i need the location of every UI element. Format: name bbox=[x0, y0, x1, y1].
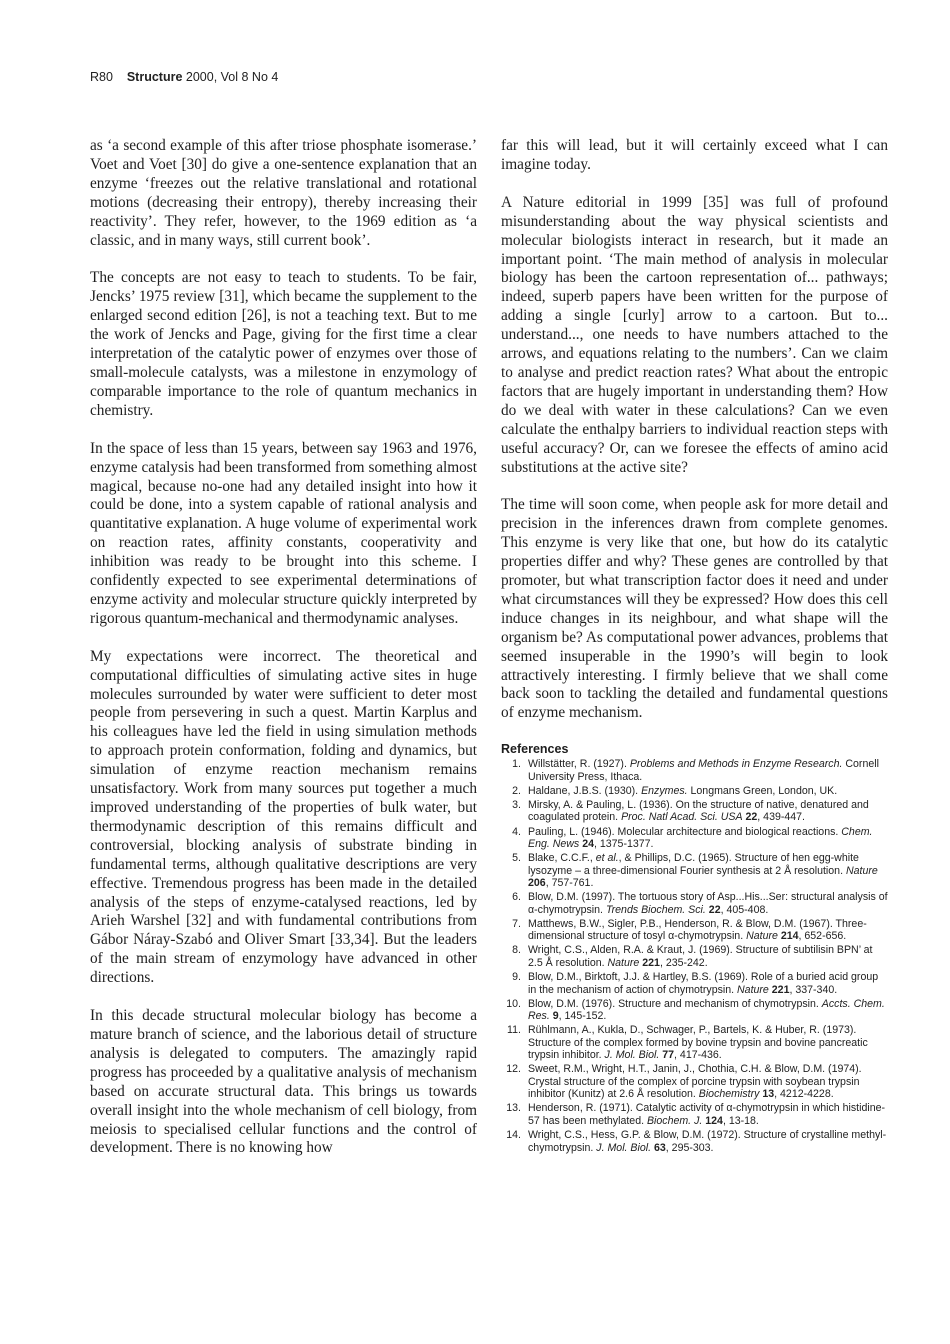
reference-vol: 13 bbox=[762, 1088, 775, 1101]
reference-number: 12. bbox=[506, 1063, 521, 1076]
reference-number: 9. bbox=[512, 971, 521, 984]
reference-item bbox=[501, 826, 888, 851]
reference-post: Longmans Green, London, UK. bbox=[687, 784, 838, 797]
reference-vol: 22 bbox=[708, 903, 721, 916]
reference-pre: Blow, D.M. (1997). The tortuous story of Asp...His...Ser: structural analysis of α-chymotrypsin. bbox=[528, 891, 888, 916]
reference-pre: Rühlmann, A., Kukla, D., Schwager, P., Bartels, K. & Huber, R. (1973). Structure of the complex formed by bovine trypsin and bovine pancreatic trypsin inhibitor. bbox=[528, 1024, 868, 1062]
reference-it: et al. bbox=[595, 852, 619, 865]
reference-vol: 124 bbox=[705, 1114, 723, 1127]
page-number: R80 bbox=[90, 70, 113, 84]
body-paragraph: as ‘a second example of this after triose phosphate isomerase.’ Voet and Voet [30] do give a one-sentence explanation that an enzyme ‘freezes out the relative translational and rotational motions (decreasing their entropy), thereby increasing their reactivity’. They refer, however, to the 1969 edition as ‘a classic, and in many ways, still current book’. bbox=[90, 137, 477, 249]
reference-pages: , 4212-4228. bbox=[774, 1088, 834, 1101]
reference-item bbox=[501, 971, 888, 996]
reference-number: 11. bbox=[507, 1024, 521, 1037]
body-paragraph: My expectations were incorrect. The theoretical and computational difficulties of simulating active sites in huge molecules surrounded by water were sufficient to deter most people from persevering in such a quest. Martin Karplus and his colleagues have led the field in using simulation methods to approach protein conformation, folding and dynamics, but simulation of enzyme reaction mechanism remains unsatisfactory. Work from many sources put together a much improved understanding of the properties of bulk water, but thermodynamic description of this remains difficult and controversial, blocking analysis of substrate binding in fundamental terms, although qualitative descriptions are very effective. Tremendous progress has been made in the detailed analysis of the steps of enzyme-catalysed reactions, led by Arieh Warshel [32] and with fundamental contributions from Gábor Náray-Szabó and Oliver Smart [33,34]. But the leaders of the main stream of enzymology have advanced in other directions. bbox=[90, 647, 477, 987]
reference-number: 8. bbox=[512, 944, 521, 957]
reference-it: Nature bbox=[746, 930, 778, 943]
reference-pre: Haldane, J.B.S. (1930). bbox=[528, 784, 642, 797]
journal-name: Structure bbox=[126, 70, 183, 84]
reference-text bbox=[528, 1024, 888, 1062]
reference-pre: Willstätter, R. (1927). bbox=[528, 758, 630, 771]
reference-it2: Nature bbox=[845, 864, 878, 877]
reference-number: 6. bbox=[512, 891, 521, 904]
reference-text bbox=[528, 852, 888, 890]
reference-vol: 221 bbox=[642, 956, 660, 969]
reference-number: 1. bbox=[512, 758, 521, 771]
reference-item bbox=[501, 799, 888, 824]
body-paragraph: A Nature editorial in 1999 [35] was full of profound misunderstanding about the way physical scientists and molecular biologists interact in research, but it made an important point. ‘The main method of analysis in molecular biology has been the cartoon representation of... pathways; indeed, superb papers have been written for the purpose of adding a single [curly] arrow to a cartoon. But to... understand..., one needs to have numbers attached to the arrows, and equations relating to the numbers’. Can we claim to analyse and predict reaction rates? What about the entropic factors that are hugely important in understanding them? How do we deal with water in these calculations? Can we even calculate the enthalpy barriers to individual reaction steps with useful accuracy? Or, can we foresee the effects of amino acid substitutions at the active site? bbox=[501, 193, 888, 476]
reference-number: 2. bbox=[512, 784, 521, 797]
reference-number: 10. bbox=[506, 997, 521, 1010]
reference-pages: , 757-761. bbox=[545, 877, 594, 890]
reference-pages: , 235-242. bbox=[659, 956, 708, 969]
reference-item bbox=[501, 1129, 888, 1154]
reference-post: , & Phillips, D.C. (1965). Structure of hen egg-white lysozyme – a three-dimensional Fourier synthesis at 2 Å resolution. bbox=[528, 852, 859, 877]
running-header bbox=[90, 70, 278, 84]
references-heading: References bbox=[501, 742, 569, 757]
body-paragraph: In the space of less than 15 years, between say 1963 and 1976, enzyme catalysis had been transformed from something almost magical, because no-one had any detailed insight into how it could be done, into a system capable of rational analysis and quantitative explanation. A huge volume of experimental work on reaction rates, affinity constants, cooperativity and inhibition was ready to be brought into this scheme. I confidently expected to see experimental determinations of enzyme activity and molecular structure quickly interpreted by rigorous quantum-mechanical and thermodynamic analyses. bbox=[90, 439, 477, 627]
body-paragraph: The time will soon come, when people ask for more detail and precision in the inferences drawn from complete genomes. This enzyme is very like that one, but how do its catalytic properties differ and why? These genes are controlled by that promoter, but what transcription factor does it need and under what circumstances will they be expressed? How does this cell induce changes in its neighbour, and what shape will the organism be? As computational power advances, problems that seemed insuperable in the 1990’s will begin to look attractively interesting. I firmly believe that we shall come back soon to tackling the detailed and fundamental questions of enzyme mechanism. bbox=[501, 496, 888, 722]
reference-text bbox=[528, 799, 888, 824]
reference-it: Biochem. J. bbox=[646, 1114, 703, 1127]
reference-pages: , 337-340. bbox=[789, 983, 838, 996]
reference-number: 4. bbox=[512, 825, 521, 838]
reference-number: 7. bbox=[512, 917, 521, 930]
reference-item bbox=[501, 891, 888, 916]
reference-item bbox=[501, 1024, 888, 1062]
reference-pre: Wright, C.S., Hess, G.P. & Blow, D.M. (1972). Structure of crystalline methyl-chymotrypsin. bbox=[528, 1129, 887, 1154]
reference-vol: 206 bbox=[528, 877, 546, 890]
reference-pages: , 405-408. bbox=[720, 903, 769, 916]
reference-item bbox=[501, 758, 888, 783]
reference-vol: 63 bbox=[654, 1141, 666, 1154]
reference-item bbox=[501, 785, 888, 798]
reference-pre: Henderson, R. (1971). Catalytic activity of α-chymotrypsin in which histidine-57 has been methylated. bbox=[528, 1102, 886, 1127]
body-paragraph: In this decade structural molecular biology has become a mature branch of science, and the laborious detail of structure analysis is delegated to computers. The amazingly rapid progress has proceeded by a qualitative analysis of mechanism based on accurate structural data. This brings us towards overall insight into the whole mechanism of cell biology, from meiosis to specialised cellular functions and the control of development. There is no knowing how bbox=[90, 1007, 477, 1157]
reference-it: Problems and Methods in Enzyme Research. bbox=[629, 758, 843, 771]
reference-pre: Blake, C.C.F., bbox=[528, 852, 596, 865]
reference-text bbox=[528, 971, 888, 996]
reference-pages: , 295-303. bbox=[665, 1141, 714, 1154]
reference-pre: Pauling, L. (1946). Molecular architecture and biological reactions. bbox=[528, 825, 842, 838]
reference-pages: , 652-656. bbox=[798, 930, 847, 943]
left-column bbox=[90, 137, 477, 1177]
reference-number: 3. bbox=[512, 798, 521, 811]
reference-pages: , 1375-1377. bbox=[593, 838, 654, 851]
reference-text bbox=[528, 758, 888, 783]
reference-it: Nature bbox=[607, 956, 640, 969]
reference-it: Enzymes. bbox=[641, 784, 688, 797]
reference-item bbox=[501, 1063, 888, 1101]
reference-text bbox=[528, 998, 888, 1023]
reference-vol: 221 bbox=[771, 983, 790, 996]
reference-text bbox=[528, 944, 888, 969]
reference-item bbox=[501, 998, 888, 1023]
reference-text bbox=[528, 1102, 888, 1127]
reference-text bbox=[528, 891, 888, 916]
reference-post: Cornell University Press, Ithaca. bbox=[528, 758, 879, 783]
reference-number: 14. bbox=[506, 1129, 521, 1141]
reference-it: Nature bbox=[737, 983, 769, 996]
reference-number: 13. bbox=[506, 1102, 521, 1115]
reference-vol: 214 bbox=[780, 930, 799, 943]
reference-vol: 24 bbox=[582, 838, 594, 851]
reference-it: Chem. Eng. News bbox=[528, 825, 873, 851]
reference-pages: , 417-436. bbox=[674, 1049, 722, 1062]
references-list bbox=[501, 758, 888, 1154]
body-paragraph: The concepts are not easy to teach to students. To be fair, Jencks’ 1975 review [31], which became the supplement to the enlarged second edition [26], is not a teaching text. But to me the work of Jencks and Page, giving for the first time a clear interpretation of the catalytic power of enzymes over those of small-molecule catalysts, was a milestone in enzymology of comparable importance to the role of quantum mechanics in chemistry. bbox=[90, 269, 477, 419]
reference-pre: Blow, D.M. (1976). Structure and mechanism of chymotrypsin. bbox=[528, 997, 822, 1010]
reference-it: Accts. Chem. Res. bbox=[528, 997, 885, 1023]
reference-pre: Matthews, B.W., Sigler, P.B., Henderson, R. & Blow, D.M. (1967). Three-dimensional structure of tosyl α-chymotrypsin. bbox=[528, 917, 867, 943]
reference-it: Biochemistry bbox=[698, 1088, 760, 1101]
reference-pages: , 13-18. bbox=[722, 1114, 759, 1127]
reference-text bbox=[528, 785, 888, 798]
reference-vol: 22 bbox=[745, 811, 758, 824]
reference-text bbox=[528, 918, 888, 943]
reference-pre: Sweet, R.M., Wright, H.T., Janin, J., Chothia, C.H. & Blow, D.M. (1974). Crystal structure of the complex of porcine trypsin with soybean trypsin inhibitor (Kunitz) at 2.6 Å resolution. bbox=[528, 1063, 862, 1101]
reference-item bbox=[501, 944, 888, 969]
reference-it: Proc. Natl Acad. Sci. USA bbox=[621, 811, 743, 824]
reference-vol: 9 bbox=[552, 1010, 559, 1023]
reference-pages: , 439-447. bbox=[757, 811, 806, 824]
reference-pre: Wright, C.S., Alden, R.A. & Kraut, J. (1969). Structure of subtilisin BPN’ at 2.5 Å resolution. bbox=[528, 944, 873, 969]
reference-it: J. Mol. Biol. bbox=[604, 1049, 660, 1062]
reference-vol: 77 bbox=[662, 1049, 675, 1062]
reference-pre: Mirsky, A. & Pauling, L. (1936). On the structure of native, denatured and coagulated protein. bbox=[528, 798, 869, 824]
reference-number: 5. bbox=[512, 852, 521, 865]
reference-text bbox=[528, 826, 888, 851]
reference-item bbox=[501, 852, 888, 890]
body-paragraph: far this will lead, but it will certainly exceed what I can imagine today. bbox=[501, 137, 888, 173]
reference-text bbox=[528, 1129, 888, 1154]
reference-item bbox=[501, 918, 888, 943]
reference-pre: Blow, D.M., Birktoft, J.J. & Hartley, B.S. (1969). Role of a buried acid group in the mechanism of action of chymotrypsin. bbox=[528, 971, 879, 996]
reference-text bbox=[528, 1063, 888, 1101]
right-column bbox=[501, 137, 888, 1156]
issue-info: 2000, Vol 8 No 4 bbox=[185, 70, 279, 84]
reference-pages: , 145-152. bbox=[558, 1010, 607, 1023]
reference-it: J. Mol. Biol. bbox=[596, 1141, 652, 1154]
reference-item bbox=[501, 1102, 888, 1127]
reference-it: Trends Biochem. Sci. bbox=[605, 903, 706, 916]
